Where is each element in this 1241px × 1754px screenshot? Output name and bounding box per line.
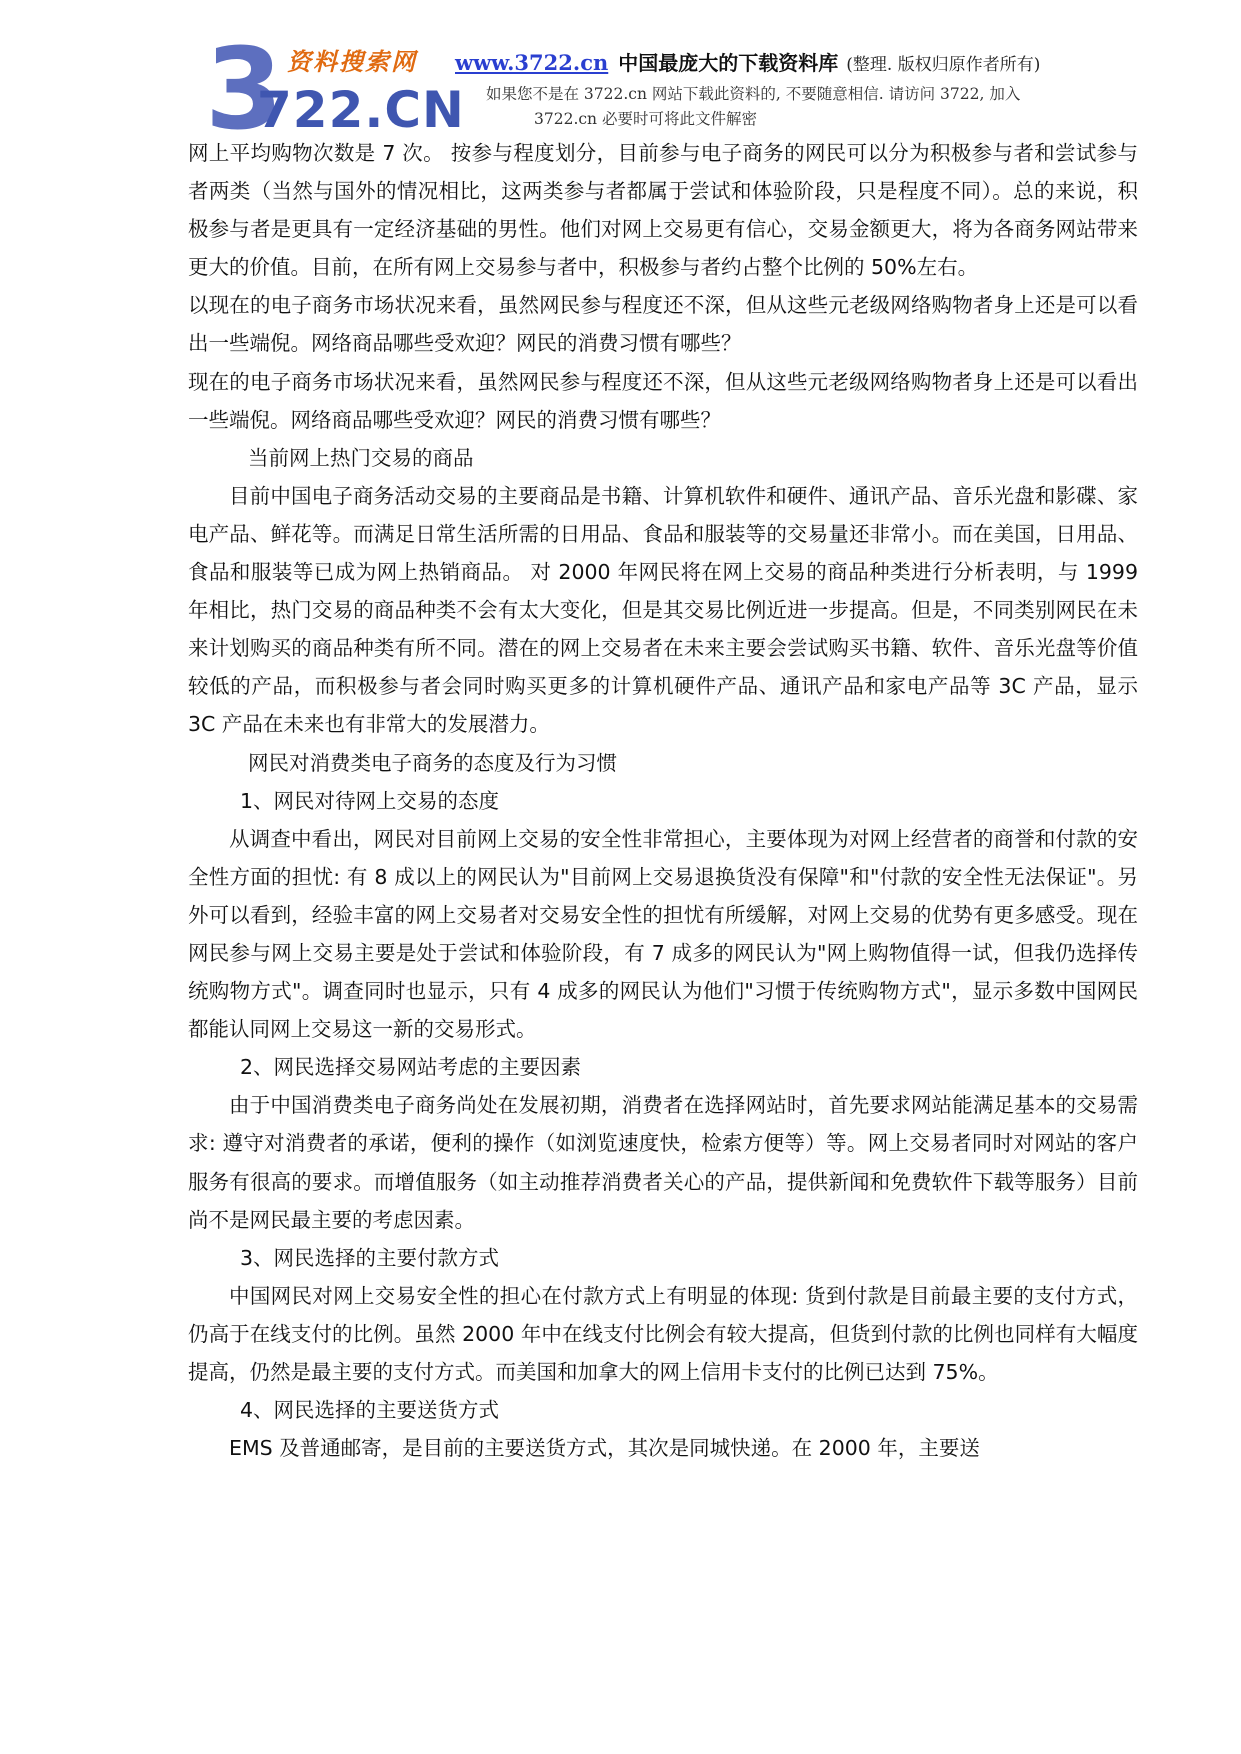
site-line (455, 50, 1040, 78)
logo-slogan: 资料搜索网 (287, 47, 417, 76)
section-heading: 当前网上热门交易的商品 (248, 445, 474, 470)
logo-domain: 722.CN (257, 81, 465, 139)
paragraph: 网上平均购物次数是 7 次。 按参与程度划分，目前参与电子商务的网民可以分为积极参与者和尝试参与者两类（当然与国外的情况相比，这两类参与者都属于尝试和体验阶段，只是程度不同）。总的来说，积极参与者是更具有一定经济基础的男性。他们对网上交易更有信心，交易金额更大，将为各商务网站带来更大的价值。目前，在所有网上交易参与者中，积极参与者约占整个比例的 50%左右。 (188, 141, 1138, 280)
logo-number: 3 (205, 25, 281, 155)
paragraph: 以现在的电子商务市场状况来看，虽然网民参与程度还不深，但从这些元老级网络购物者身上还是可以看出一些端倪。网络商品哪些受欢迎？网民的消费习惯有哪些？ (188, 293, 1138, 356)
site-url-link[interactable]: www.3722.cn (455, 50, 609, 75)
copyright-note: (整理. 版权归原作者所有) (846, 55, 1041, 75)
disclaimer-line-2: 3722.cn 必要时可将此文件解密 (534, 110, 757, 128)
section-heading: 网民对消费类电子商务的态度及行为习惯 (248, 750, 617, 775)
subsection-heading: 1、网民对待网上交易的态度 (240, 788, 500, 813)
paragraph: 由于中国消费类电子商务尚处在发展初期，消费者在选择网站时，首先要求网站能满足基本的交易需求: 遵守对消费者的承诺，便利的操作（如浏览速度快，检索方便等）等。网上交易者同时对网站的客户服务有很高的要求。而增值服务（如主动推荐消费者关心的产品，提供新闻和免费软件下载等服务）目前尚不是网民最主要的考虑因素。 (188, 1093, 1138, 1232)
paragraph: 从调查中看出，网民对目前网上交易的安全性非常担心，主要体现为对网上经营者的商誉和付款的安全性方面的担忧: 有 8 成以上的网民认为"目前网上交易退换货没有保障"和"付款的安全性无法保证"。另外可以看到，经验丰富的网上交易者对交易安全性的担忧有所缓解，对网上交易的优势有更多感受。现在网民参与网上交易主要是处于尝试和体验阶段，有 7 成多的网民认为"网上购物值得一试，但我仍选择传统购物方式"。调查同时也显示，只有 4 成多的网民认为他们"习惯于传统购物方式"，显示多数中国网民都能认同网上交易这一新的交易形式。 (188, 826, 1138, 1042)
document-body (188, 134, 1138, 1467)
paragraph: EMS 及普通邮寄，是目前的主要送货方式，其次是同城快递。在 2000 年，主要送 (229, 1436, 980, 1461)
subsection-heading: 2、网民选择交易网站考虑的主要因素 (240, 1055, 582, 1080)
paragraph: 中国网民对网上交易安全性的担心在付款方式上有明显的体现: 货到付款是目前最主要的支付方式，仍高于在线支付的比例。虽然 2000 年中在线支付比例会有较大提高，但货到付款的比例也同样有大幅度提高，仍然是最主要的支付方式。而美国和加拿大的网上信用卡支付的比例已达到 75%。 (188, 1283, 1138, 1384)
paragraph: 目前中国电子商务活动交易的主要商品是书籍、计算机软件和硬件、通讯产品、音乐光盘和影碟、家电产品、鲜花等。而满足日常生活所需的日用品、食品和服装等的交易量还非常小。而在美国，日用品、食品和服装等已成为网上热销商品。 对 2000 年网民将在网上交易的商品种类进行分析表明，与 1999 年相比，热门交易的商品种类不会有太大变化，但是其交易比例近进一步提高。但是，不同类别网民在未来计划购买的商品种类有所不同。潜在的网上交易者在未来主要会尝试购买书籍、软件、音乐光盘等价值较低的产品，而积极参与者会同时购买更多的计算机硬件产品、通讯产品和家电产品等 3C 产品，显示 3C 产品在未来也有非常大的发展潜力。 (188, 483, 1138, 737)
site-title: 中国最庞大的下载资料库 (618, 51, 839, 75)
page-header (0, 0, 1241, 155)
site-logo (205, 25, 465, 155)
disclaimer (486, 82, 1146, 132)
disclaimer-line-1: 如果您不是在 3722.cn 网站下载此资料的, 不要随意相信. 请访问 3722, 加入 (486, 85, 1021, 103)
subsection-heading: 3、网民选择的主要付款方式 (240, 1245, 500, 1270)
paragraph: 现在的电子商务市场状况来看，虽然网民参与程度还不深，但从这些元老级网络购物者身上还是可以看出一些端倪。网络商品哪些受欢迎？网民的消费习惯有哪些？ (188, 369, 1138, 432)
subsection-heading: 4、网民选择的主要送货方式 (240, 1398, 500, 1423)
